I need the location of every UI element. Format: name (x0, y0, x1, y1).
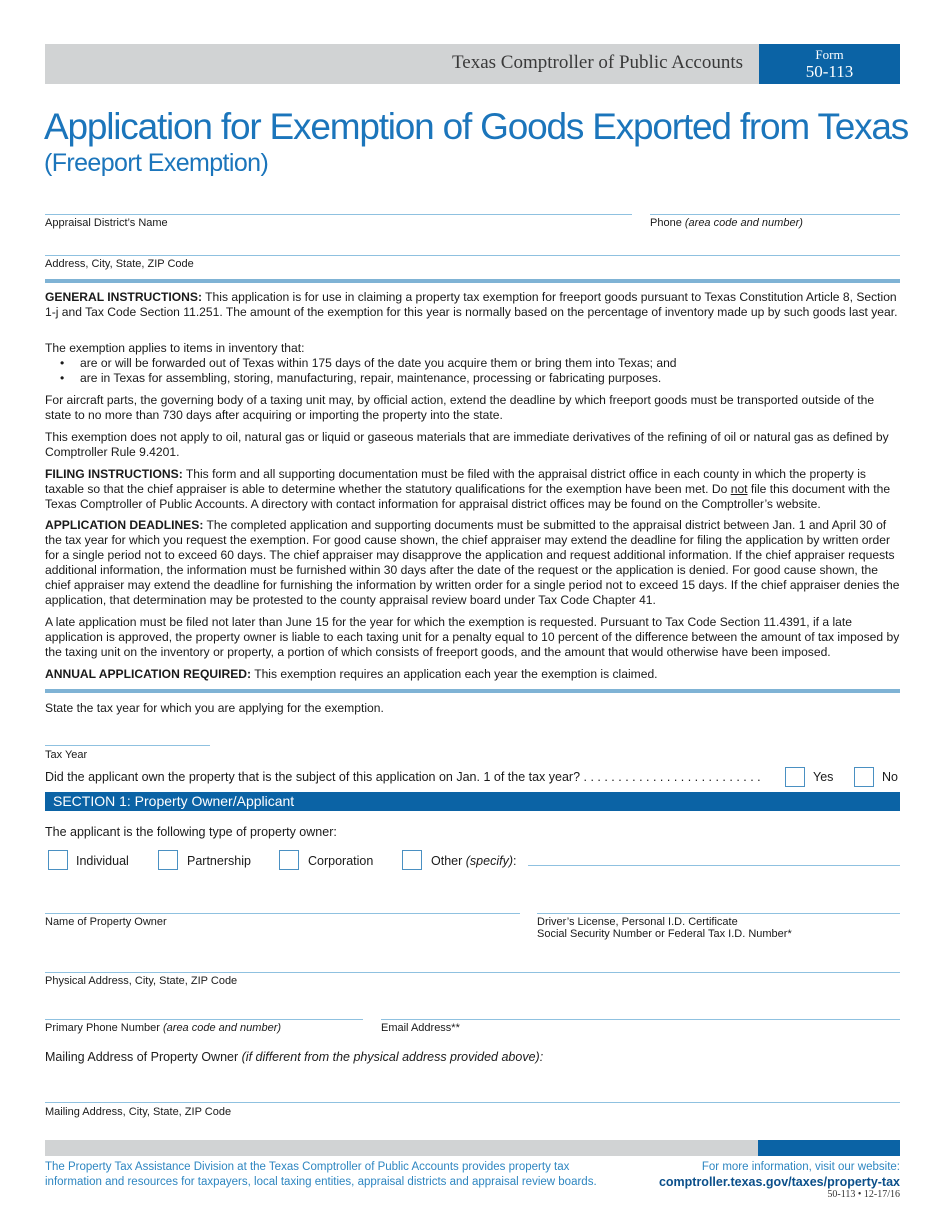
no-checkbox[interactable] (854, 767, 874, 787)
primary-phone-field[interactable] (45, 1019, 363, 1020)
other-label: Other (specify): (431, 854, 517, 868)
page-subtitle: (Freeport Exemption) (44, 149, 269, 177)
partnership-label: Partnership (187, 854, 251, 868)
footer-accent (758, 1140, 900, 1156)
corporation-label: Corporation (308, 854, 374, 868)
form-number-box (759, 44, 900, 84)
district-address-label: Address, City, State, ZIP Code (45, 258, 194, 270)
list-item: • are in Texas for assembling, storing, manufacturing, repair, maintenance, processing or fabricating purposes. (60, 371, 677, 386)
applies-list (60, 356, 677, 386)
physical-address-field[interactable] (45, 972, 900, 973)
divider (45, 689, 900, 693)
annual-application: ANNUAL APPLICATION REQUIRED: This exemption requires an application each year the exemption is claimed. (45, 667, 658, 681)
owner-id-field[interactable] (537, 913, 900, 914)
mailing-address-prompt: Mailing Address of Property Owner (if different from the physical address provided above): (45, 1050, 544, 1064)
application-deadlines: APPLICATION DEADLINES: The completed application and supporting documents must be submitted to the appraisal district between Jan. 1 and April 30 of the tax year for which you request the exemption. For good cause shown, the chief appraiser may extend the deadline for filing the application by written order for a single period not to exceed 60 days. The chief appraiser may disapprove the application and request additional information. If the chief appraiser requests additional information, the information must be furnished within 30 days after the date of the request or the application is denied. For good cause shown, the chief appraiser may extend the deadline for furnishing the information by written order for a single period not to exceed 15 days. If the chief appraiser denies the application, that determination may be protested to the county appraisal review board under Tax Code Chapter 41. (45, 518, 900, 607)
owner-name-field[interactable] (45, 913, 520, 914)
footer-website (659, 1160, 900, 1190)
district-phone-label: Phone (area code and number) (650, 217, 803, 229)
district-phone-field[interactable] (650, 214, 900, 215)
form-code: 50-113 • 12-17/16 (827, 1189, 900, 1200)
divider (45, 279, 900, 283)
list-item: • are or will be forwarded out of Texas within 175 days of the date you acquire them or bring them into Texas; and (60, 356, 677, 371)
email-label: Email Address** (381, 1022, 460, 1034)
applies-intro: The exemption applies to items in inventory that: (45, 341, 305, 355)
aircraft-parts-text: For aircraft parts, the governing body of a taxing unit may, by official action, extend the deadline by which freeport goods must be transported outside of the state to no more than 730 days after acquiring or importing the property into the state. (45, 393, 875, 422)
other-checkbox[interactable] (402, 850, 422, 870)
oil-gas-text: This exemption does not apply to oil, natural gas or liquid or gaseous materials that are immediate derivatives of the refining of oil or natural gas as defined by Comptroller Rule 9.4201. (45, 430, 889, 459)
tax-year-field[interactable] (45, 745, 210, 746)
mailing-address-field[interactable] (45, 1102, 900, 1103)
corporation-checkbox[interactable] (279, 850, 299, 870)
mailing-address-label: Mailing Address, City, State, ZIP Code (45, 1106, 232, 1118)
individual-checkbox[interactable] (48, 850, 68, 870)
other-specify-field[interactable] (528, 865, 900, 866)
tax-year-label: Tax Year (45, 749, 88, 761)
footer-bar (45, 1140, 758, 1156)
website-link[interactable]: comptroller.texas.gov/taxes/property-tax (658, 1175, 900, 1189)
physical-address-label: Physical Address, City, State, ZIP Code (45, 975, 238, 987)
footer-description: The Property Tax Assistance Division at the Texas Comptroller of Public Accounts provides property tax information and resources for taxpayers, local taxing entities, appraisal districts and appraisal review boards. (45, 1161, 597, 1188)
yes-checkbox[interactable] (785, 767, 805, 787)
no-label: No (882, 770, 898, 784)
section-1-header: SECTION 1: Property Owner/Applicant (45, 792, 900, 811)
more-info-text: For more information, visit our website: (701, 1161, 900, 1173)
owner-type-prompt: The applicant is the following type of property owner: (45, 825, 337, 839)
district-name-label: Appraisal District’s Name (45, 217, 168, 229)
tax-year-prompt: State the tax year for which you are applying for the exemption. (45, 701, 384, 715)
primary-phone-label: Primary Phone Number (area code and number) (45, 1022, 282, 1034)
email-field[interactable] (381, 1019, 900, 1020)
district-name-field[interactable] (45, 214, 632, 215)
district-address-field[interactable] (45, 255, 900, 256)
owner-name-label: Name of Property Owner (45, 916, 167, 928)
form-number: 50-113 (805, 62, 854, 81)
form-label: Form (815, 47, 844, 62)
owner-id-label: Driver’s License, Personal I.D. Certificate Social Security Number or Federal Tax I.D. Number* (537, 916, 792, 940)
page-title: Application for Exemption of Goods Exported from Texas (44, 106, 909, 147)
yes-label: Yes (813, 770, 834, 784)
late-application-text: A late application must be filed not later than June 15 for the year for which the exemption is requested. Pursuant to Tax Code Section 11.4391, if a late application is approved, the property owner is liable to each taxing unit for a penalty equal to 10 percent of the difference between the amount of tax imposed by the taxing unit on the inventory or property, a portion of which consists of freeport goods, and the amount that would otherwise have been imposed. (45, 615, 900, 659)
filing-instructions: FILING INSTRUCTIONS: This form and all supporting documentation must be filed with the appraisal district office in each county in which the property is taxable so that the chief appraiser is able to determine whether the statutory qualifications for the exemption have been met. Do not file this document with the Texas Comptroller of Public Accounts. A directory with contact information for appraisal district offices may be found on the Comptroller’s website. (45, 467, 891, 511)
partnership-checkbox[interactable] (158, 850, 178, 870)
ownership-question: Did the applicant own the property that is the subject of this application on Jan. 1 of the tax year? . . . . . . . . . . . . . . . . . . . . . . . . . . (45, 770, 761, 784)
general-instructions: GENERAL INSTRUCTIONS: This application is for use in claiming a property tax exemption for freeport goods pursuant to Texas Constitution Article 8, Section 1-j and Tax Code Section 11.251. The amount of the exemption for this year is normally based on the percentage of inventory made up by such goods last year. (45, 290, 898, 319)
individual-label: Individual (76, 854, 129, 868)
agency-name: Texas Comptroller of Public Accounts (451, 52, 743, 73)
